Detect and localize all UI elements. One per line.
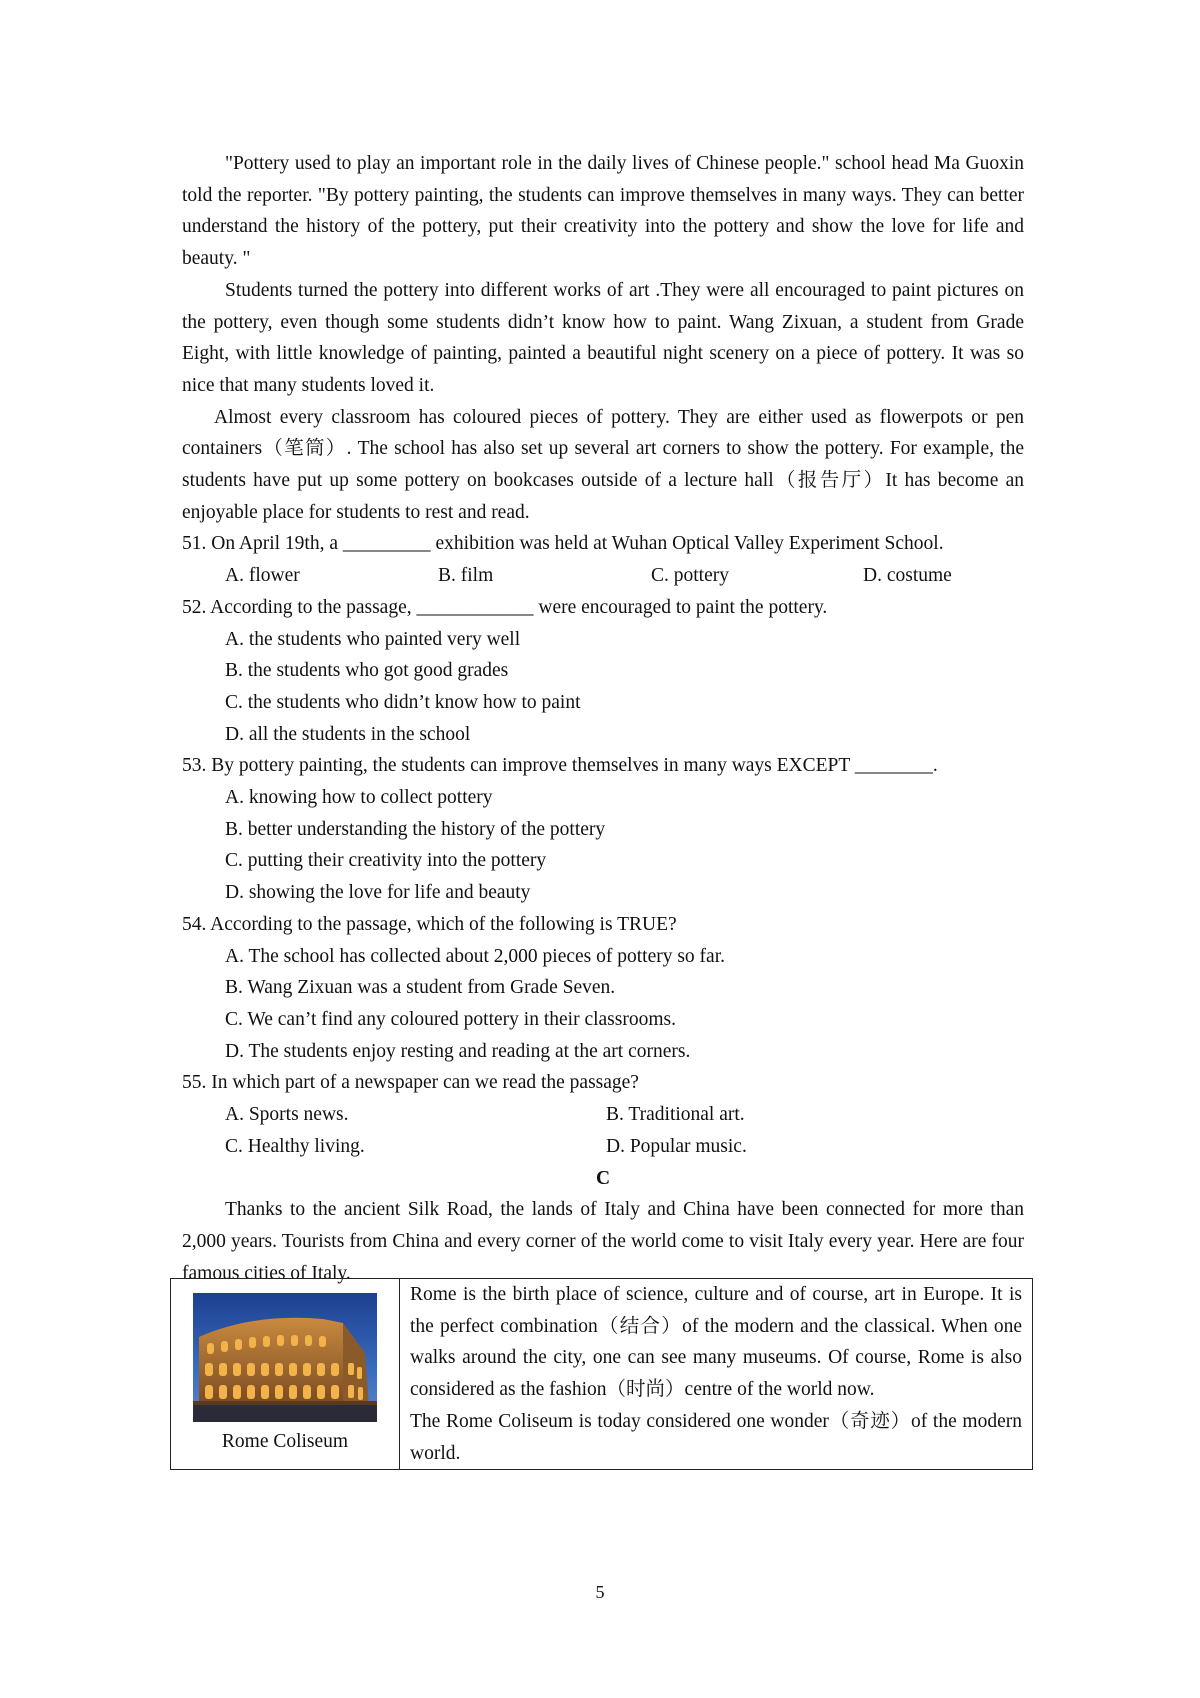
question-51-options xyxy=(182,560,1024,592)
option-c: C. We can’t find any coloured pottery in their classrooms. xyxy=(225,1008,676,1030)
option-a: A. flower xyxy=(225,565,300,587)
image-caption: Rome Coliseum xyxy=(221,1431,349,1452)
option-d: D. The students enjoy resting and reading at the art corners. xyxy=(225,1040,691,1062)
city-description-cell xyxy=(400,1279,1033,1470)
page-number: 5 xyxy=(595,1582,605,1602)
question-55-options-row-1 xyxy=(182,1099,1024,1131)
option-c: C. putting their creativity into the pottery xyxy=(225,850,547,872)
option-c: C. Healthy living. xyxy=(225,1135,365,1157)
option-d: D. Popular music. xyxy=(606,1135,747,1157)
page-content xyxy=(182,148,1024,1289)
option-b: B. better understanding the history of the pottery xyxy=(225,818,606,840)
section-c-intro: Thanks to the ancient Silk Road, the lands of Italy and China have been connected for more than 2,000 years. Tourists from China and every corner of the world come to visit Italy every year. Here are four famous cities of Italy. xyxy=(182,1199,1024,1284)
option-b: B. Wang Zixuan was a student from Grade Seven. xyxy=(225,977,616,999)
question-55: 55. In which part of a newspaper can we read the passage? xyxy=(182,1072,639,1094)
option-a: A. Sports news. xyxy=(225,1104,349,1126)
cities-table xyxy=(170,1278,1033,1470)
option-d: D. showing the love for life and beauty xyxy=(225,882,531,904)
question-52: 52. According to the passage, ____________ were encouraged to paint the pottery. xyxy=(182,596,828,618)
passage-b-paragraph-1: "Pottery used to play an important role in the daily lives of Chinese people." school head Ma Guoxin told the reporter. "By pottery painting, the students can improve themselves in many ways. They can better understand the history of the pottery, put their creativity into the pottery and show the love for life and beauty. " xyxy=(182,153,1024,270)
option-a: A. knowing how to collect pottery xyxy=(225,787,493,809)
option-b: B. the students who got good grades xyxy=(225,660,509,682)
option-a: A. The school has collected about 2,000 pieces of pottery so far. xyxy=(225,945,726,967)
rome-description: Rome is the birth place of science, culture and of course, art in Europe. It is the perfect combination（结合）of the modern and the classical. When one walks around the city, one can see many museums. Of course, Rome is also considered as the fashion（时尚）centre of the world now. xyxy=(410,1284,1022,1401)
option-c: C. pottery xyxy=(651,565,729,587)
option-a: A. the students who painted very well xyxy=(225,628,521,650)
question-51: 51. On April 19th, a _________ exhibition was held at Wuhan Optical Valley Experiment School. xyxy=(182,533,944,555)
question-53: 53. By pottery painting, the students can improve themselves in many ways EXCEPT ________. xyxy=(182,755,938,777)
section-c-heading: C xyxy=(595,1167,611,1189)
option-d: D. costume xyxy=(863,565,952,587)
question-54: 54. According to the passage, which of the following is TRUE? xyxy=(182,913,677,935)
image-cell xyxy=(171,1279,400,1470)
option-b: B. film xyxy=(438,565,494,587)
passage-b-paragraph-3: Almost every classroom has coloured pieces of pottery. They are either used as flowerpots or pen containers（笔筒）. The school has also set up several art corners to show the pottery. For example, the students have put up some pottery on bookcases outside of a lecture hall（报告厅）It has become an enjoyable place for students to rest and read. xyxy=(182,406,1024,523)
question-55-options-row-2 xyxy=(182,1131,1024,1163)
option-c: C. the students who didn’t know how to paint xyxy=(225,691,581,713)
rome-coliseum-photo xyxy=(193,1293,377,1422)
coliseum-description: The Rome Coliseum is today considered one wonder（奇迹）of the modern world. xyxy=(410,1410,1022,1464)
option-b: B. Traditional art. xyxy=(606,1104,745,1126)
table-row xyxy=(171,1279,1033,1470)
passage-b-paragraph-2: Students turned the pottery into different works of art .They were all encouraged to paint pictures on the pottery, even though some students didn’t know how to paint. Wang Zixuan, a student from Grade Eight, with little knowledge of painting, painted a beautiful night scenery on a piece of pottery. It was so nice that many students loved it. xyxy=(182,279,1024,396)
option-d: D. all the students in the school xyxy=(225,723,471,745)
